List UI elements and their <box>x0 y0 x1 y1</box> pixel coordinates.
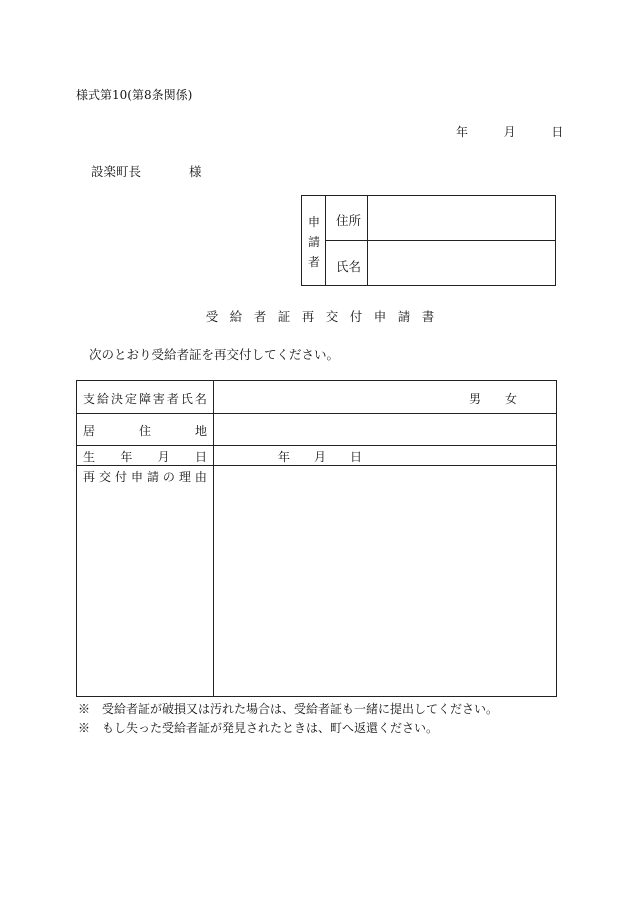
lead-text: 次のとおり受給者証を再交付してください。 <box>89 347 340 362</box>
addressee <box>91 162 202 180</box>
applicant-header-char: 申 <box>308 215 321 229</box>
title-char: 付 <box>349 309 363 324</box>
birth-day-unit: 日 <box>350 450 363 464</box>
date-year: 年 <box>456 125 469 139</box>
table-row-divider <box>77 413 556 414</box>
date-line <box>456 123 563 140</box>
applicant-address-label: 住所 <box>336 213 362 228</box>
sex-female-option[interactable]: 女 <box>505 392 518 406</box>
form-number: 様式第10(第8条関係) <box>76 88 193 102</box>
table-vertical-divider <box>213 381 214 696</box>
main-form-table <box>76 380 557 697</box>
applicant-divider <box>326 240 555 241</box>
note-damaged: ※ 受給者証が破損又は汚れた場合は、受給者証も一緒に提出してください。 <box>78 702 499 716</box>
title-char: 者 <box>253 309 267 324</box>
addressee-name: 設楽町長 <box>91 164 142 179</box>
residence-label: 居 住 地 <box>83 424 207 438</box>
title-char: 交 <box>325 309 339 324</box>
addressee-honorific: 様 <box>189 164 202 179</box>
birth-year-unit: 年 <box>278 450 291 464</box>
title-char: 請 <box>397 309 411 324</box>
table-row-divider <box>77 465 556 466</box>
sex-male-option[interactable]: 男 <box>469 392 482 406</box>
note-found: ※ もし失った受給者証が発見されたときは、町へ返還ください。 <box>78 721 439 735</box>
applicant-header-char: 者 <box>308 255 321 269</box>
birthdate-label: 生 年 月 日 <box>83 450 207 464</box>
document-title <box>200 307 440 325</box>
recipient-name-label: 支 給 決 定 障 害 者 氏 名 <box>83 392 207 406</box>
table-row-divider <box>77 445 556 446</box>
date-month: 月 <box>503 125 516 139</box>
title-char: 給 <box>229 309 243 324</box>
title-char: 再 <box>301 309 315 324</box>
date-day: 日 <box>551 125 564 139</box>
applicant-header <box>302 196 326 285</box>
applicant-name-label: 氏名 <box>336 259 362 274</box>
title-char: 証 <box>277 309 291 324</box>
applicant-box <box>301 195 556 286</box>
title-char: 書 <box>421 309 435 324</box>
reissue-reason-label: 再 交 付 申 請 の 理 由 <box>83 470 207 484</box>
title-char: 受 <box>205 309 219 324</box>
applicant-header-char: 請 <box>308 235 321 249</box>
title-char: 申 <box>373 309 387 324</box>
birth-month-unit: 月 <box>314 450 327 464</box>
